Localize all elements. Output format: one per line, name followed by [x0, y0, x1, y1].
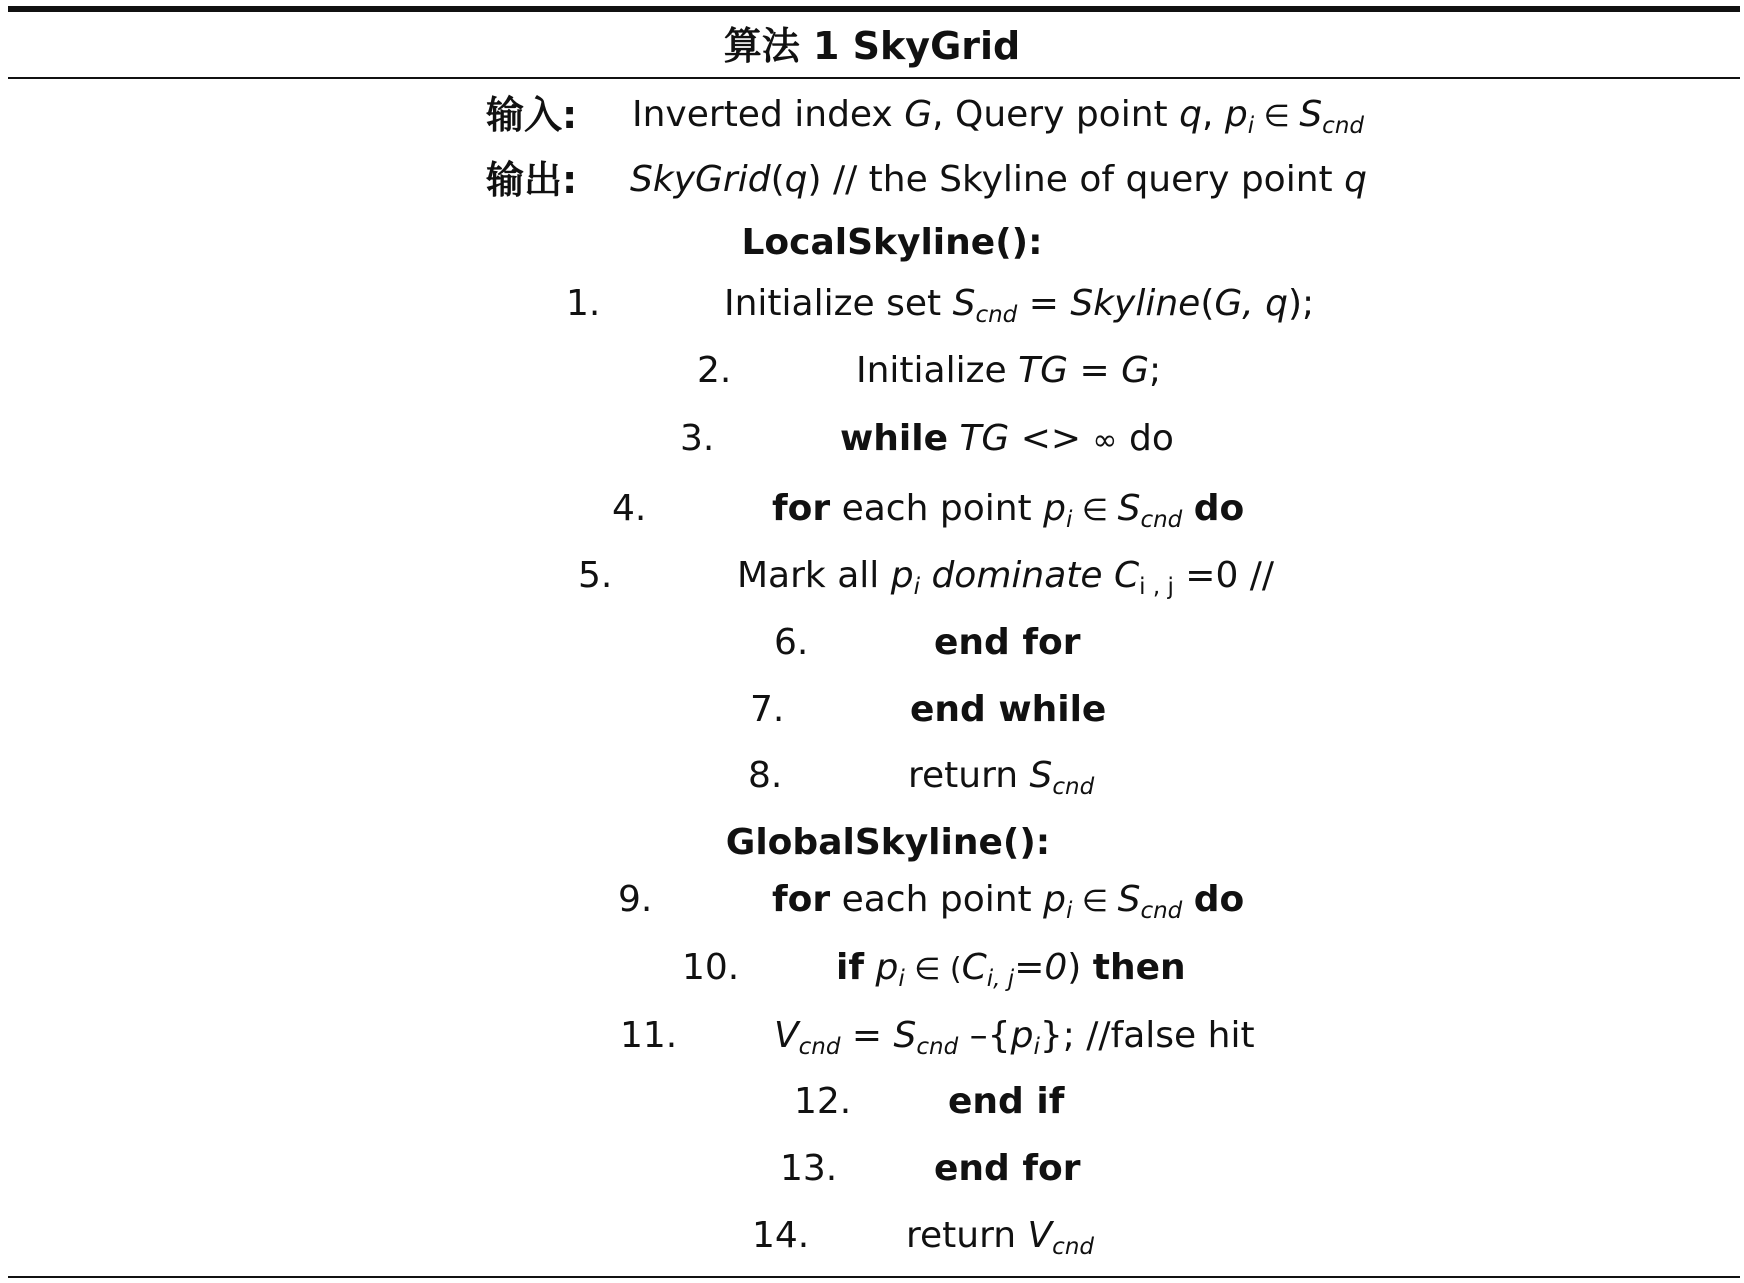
step-number: 3.	[680, 418, 715, 459]
step-number: 6.	[774, 622, 809, 663]
step-number: 8.	[748, 755, 783, 796]
step-statement: end if	[948, 1081, 1065, 1122]
input-label: 输入:	[486, 93, 578, 137]
output-label: 输出:	[486, 158, 578, 202]
step-statement: while TG <> ∞ do	[840, 418, 1174, 459]
algorithm-title: 算法 1 SkyGrid	[723, 24, 1021, 68]
section-global-skyline: GlobalSkyline():	[725, 822, 1051, 863]
output-text: SkyGrid(q) // the Skyline of query point q	[630, 159, 1367, 200]
step-number: 5.	[578, 555, 613, 596]
step-number: 7.	[750, 689, 785, 730]
step-number: 14.	[752, 1215, 810, 1256]
step-statement: Initialize TG = G;	[856, 350, 1162, 391]
bottom-rule	[8, 1276, 1740, 1278]
step-number: 12.	[794, 1081, 852, 1122]
step-statement: if $p_i$ ∈ $(C_{i, j}=0)$ then	[836, 947, 1186, 992]
top-rule	[8, 6, 1740, 12]
step-statement: for each point $p_i$ ∈ $S_{cnd}$ do	[772, 488, 1245, 533]
input-text: Inverted index G, Query point q, $p_i$ ∈ $S_{cnd}$	[632, 94, 1364, 139]
step-statement: for each point $p_i$ ∈ $S_{cnd}$ do	[772, 879, 1245, 924]
step-statement: end for	[934, 622, 1081, 663]
step-statement: return $V_{cnd}$	[906, 1215, 1094, 1260]
header-rule	[8, 77, 1740, 79]
step-number: 9.	[618, 879, 653, 920]
step-number: 11.	[620, 1015, 678, 1056]
step-statement: end for	[934, 1148, 1081, 1189]
step-number: 4.	[612, 488, 647, 529]
step-statement: $V_{cnd} = S_{cnd}$ $-\{p_i\}$; //false hit	[774, 1015, 1255, 1060]
section-local-skyline: LocalSkyline():	[741, 222, 1043, 263]
step-number: 1.	[566, 283, 601, 324]
step-number: 10.	[682, 947, 740, 988]
step-statement: return $S_{cnd}$	[908, 755, 1095, 800]
step-number: 13.	[780, 1148, 838, 1189]
step-number: 2.	[697, 350, 732, 391]
step-statement: end while	[910, 689, 1107, 730]
step-statement: Initialize set $S_{cnd}$ = Skyline(G, q);	[724, 283, 1315, 328]
step-statement: Mark all $p_i$ dominate $C_{i , j} =0$ //	[737, 555, 1275, 600]
